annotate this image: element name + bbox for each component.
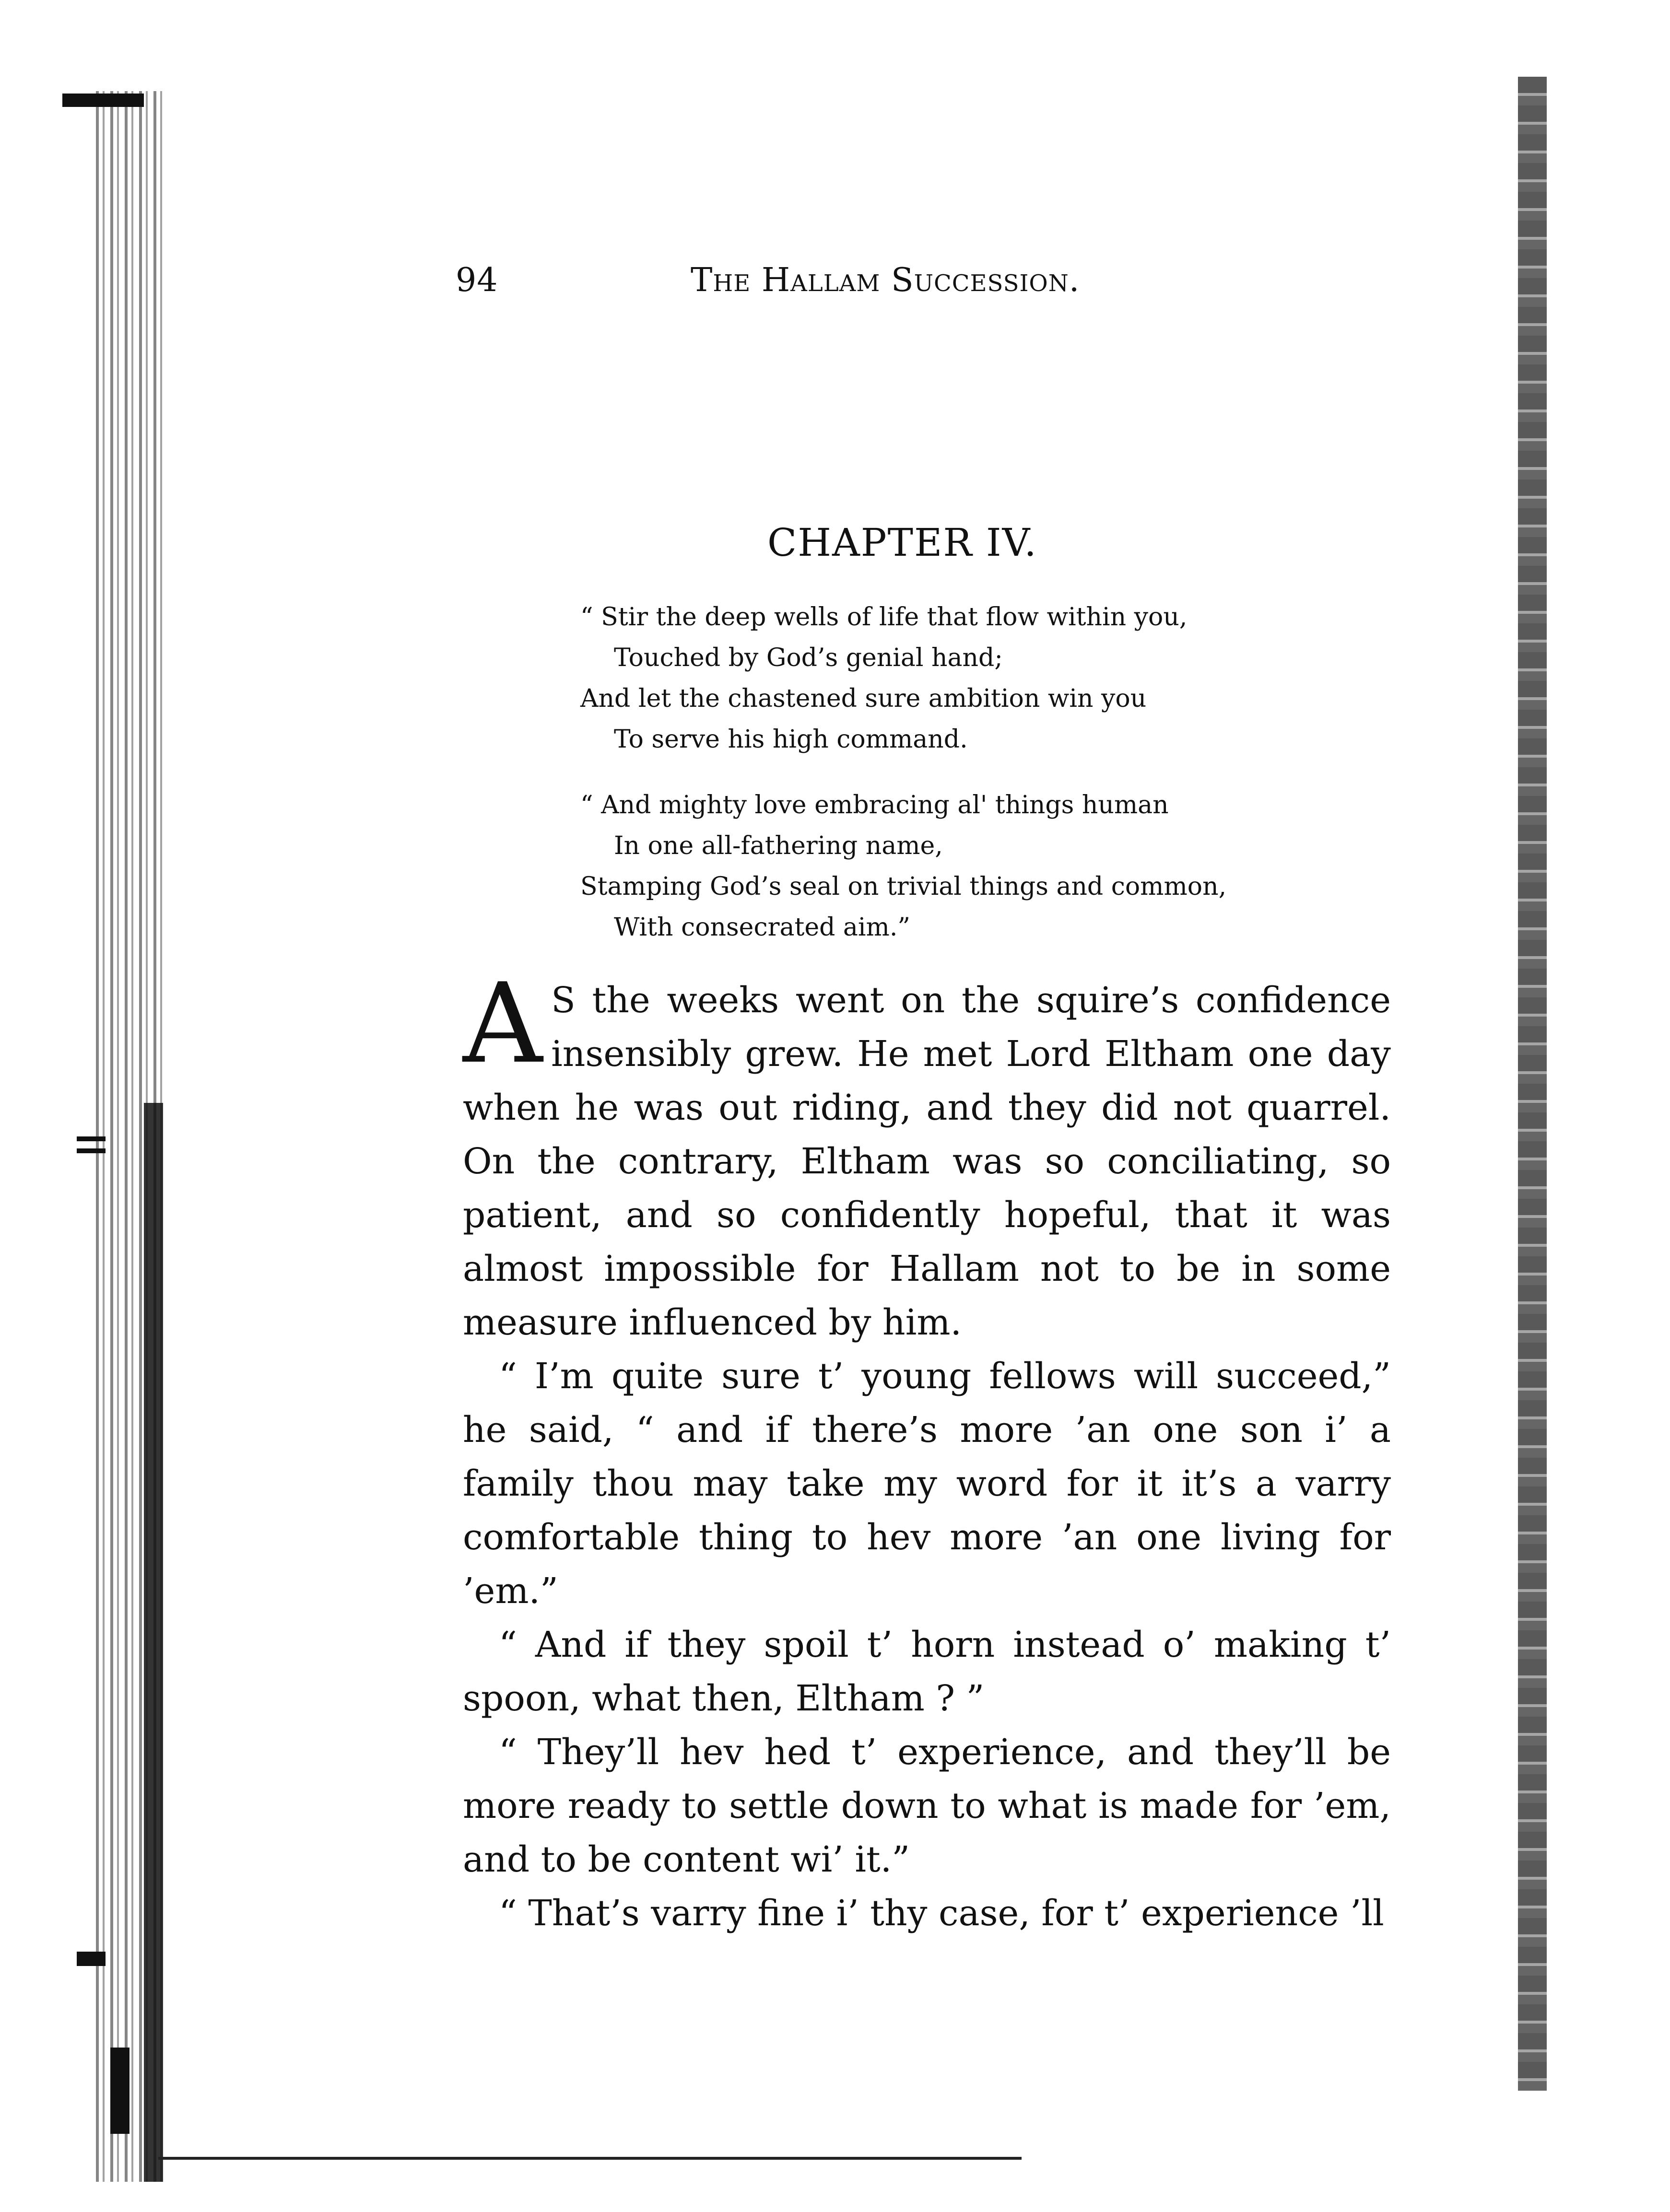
running-title: The Hallam Succession. bbox=[691, 261, 1080, 299]
epigraph-line: “ Stir the deep wells of life that flow within you, bbox=[580, 603, 1188, 632]
drop-cap: A bbox=[463, 960, 543, 1088]
epigraph-stanza bbox=[580, 785, 1300, 948]
epigraph-line: To serve his high command. bbox=[614, 725, 968, 754]
epigraph-line: Stamping God’s seal on trivial things and common, bbox=[580, 872, 1227, 901]
scan-tick-mark bbox=[77, 1952, 106, 1966]
scan-corner-mark bbox=[62, 94, 144, 107]
epigraph-line: “ And mighty love embracing al' things human bbox=[580, 791, 1169, 819]
chapter-title: CHAPTER IV. bbox=[767, 520, 1037, 565]
scan-tick-mark bbox=[77, 1136, 106, 1141]
paragraph bbox=[463, 960, 1391, 1349]
left-binding-edge bbox=[144, 1103, 163, 2182]
page-number: 94 bbox=[456, 261, 498, 299]
body-text bbox=[463, 960, 1391, 1940]
epigraph-stanza bbox=[580, 597, 1300, 760]
right-binding-shadow bbox=[1518, 77, 1547, 2091]
epigraph-line: And let the chastened sure ambition win you bbox=[580, 684, 1147, 713]
paragraph: “ They’ll hev hed t’ experience, and they’ll be more ready to settle down to what is made for ’em, and to be content wi’ it.” bbox=[463, 1732, 1391, 1880]
epigraph-line: With consecrated aim.” bbox=[614, 913, 910, 942]
epigraph-line: In one all-fathering name, bbox=[614, 831, 943, 860]
epigraph bbox=[580, 597, 1300, 973]
paragraph: “ That’s varry fine i’ thy case, for t’ experience ’ll bbox=[499, 1893, 1384, 1934]
scan-tick-mark bbox=[110, 2048, 129, 2134]
paragraph-text: S the weeks went on the squire’s confidence insensibly grew. He met Lord Eltham one day when he was out riding, and they did not quarrel. On the contrary, Eltham was so conciliating, so patient, and so confidently hopeful, that it was almost impossible for Hallam not to be in some measure influenced by him. bbox=[463, 980, 1391, 1343]
paragraph: “ I’m quite sure t’ young fellows will succeed,” he said, “ and if there’s more ’an one son i’ a family thou may take my word for it it’s a varry comfortable thing to hev more ’an one living for ’em.” bbox=[463, 1356, 1391, 1612]
paragraph: “ And if they spoil t’ horn instead o’ making t’ spoon, what then, Eltham ? ” bbox=[463, 1624, 1391, 1719]
scan-tick-mark bbox=[77, 1148, 106, 1153]
bottom-rule bbox=[158, 2157, 1022, 2160]
epigraph-line: Touched by God’s genial hand; bbox=[614, 644, 1003, 672]
